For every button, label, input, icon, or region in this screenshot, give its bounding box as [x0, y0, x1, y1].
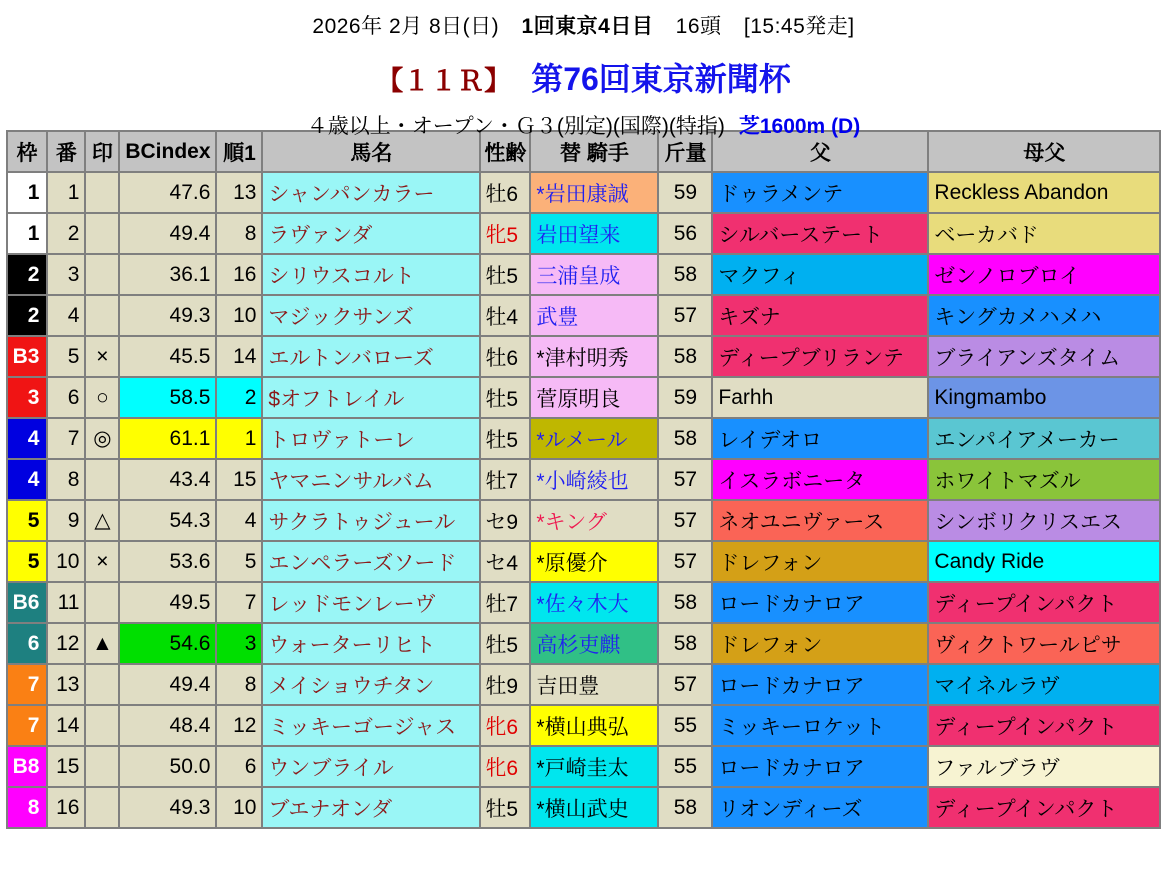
- cell-sexage: 牡5: [480, 787, 530, 828]
- cell-weight: 57: [658, 541, 712, 582]
- cell-num: 1: [47, 172, 85, 213]
- cell-weight: 58: [658, 418, 712, 459]
- cell-damsire: ディープインパクト: [928, 787, 1160, 828]
- cell-horse: シャンパンカラー: [262, 172, 480, 213]
- start-time: [15:45発走]: [743, 15, 855, 38]
- cell-bcindex: 54.6: [119, 623, 216, 664]
- cell-waku: 3: [7, 377, 48, 418]
- cell-sexage: 牡5: [480, 623, 530, 664]
- cell-mark: [85, 254, 119, 295]
- cell-weight: 56: [658, 213, 712, 254]
- cell-damsire: ディープインパクト: [928, 705, 1160, 746]
- cell-num: 7: [47, 418, 85, 459]
- race-name: 第76回東京新聞杯: [531, 61, 791, 97]
- cell-damsire: ディープインパクト: [928, 582, 1160, 623]
- race-number: 【１１Ｒ】: [376, 66, 512, 96]
- cell-bcindex: 54.3: [119, 500, 216, 541]
- cell-rank1: 13: [216, 172, 262, 213]
- cell-jockey: 吉田豊: [530, 664, 658, 705]
- cell-rank1: 3: [216, 623, 262, 664]
- entry-row-13: [7, 664, 1161, 705]
- cell-damsire: Reckless Abandon: [928, 172, 1160, 213]
- cell-rank1: 10: [216, 295, 262, 336]
- cell-jockey: 高杉吏麒: [530, 623, 658, 664]
- entry-row-9: [7, 500, 1161, 541]
- cell-rank1: 12: [216, 705, 262, 746]
- col-header-horse: 馬名: [262, 131, 480, 172]
- cell-bcindex: 58.5: [119, 377, 216, 418]
- cell-mark: [85, 787, 119, 828]
- cell-num: 13: [47, 664, 85, 705]
- cell-sire: ドレフォン: [712, 541, 928, 582]
- cell-damsire: エンパイアメーカー: [928, 418, 1160, 459]
- cell-weight: 57: [658, 295, 712, 336]
- col-header-sire: 父: [712, 131, 928, 172]
- cell-waku: 2: [7, 254, 48, 295]
- entry-row-4: [7, 295, 1161, 336]
- cell-jockey: *ルメール: [530, 418, 658, 459]
- race-date: 2026年 2月 8日(日): [312, 15, 500, 38]
- cell-sire: ロードカナロア: [712, 664, 928, 705]
- race-header: [0, 0, 1167, 138]
- cell-waku: 1: [7, 213, 48, 254]
- cell-mark: [85, 582, 119, 623]
- cell-num: 12: [47, 623, 85, 664]
- course-distance: 芝1600m (D): [738, 115, 861, 138]
- cell-waku: 7: [7, 705, 48, 746]
- race-title-line: [0, 54, 1167, 100]
- cell-mark: [85, 172, 119, 213]
- entry-row-12: [7, 623, 1161, 664]
- cell-mark: ◎: [85, 418, 119, 459]
- cell-weight: 59: [658, 172, 712, 213]
- table-header-row: [7, 131, 1161, 172]
- cell-rank1: 1: [216, 418, 262, 459]
- cell-jockey: 岩田望来: [530, 213, 658, 254]
- cell-bcindex: 36.1: [119, 254, 216, 295]
- cell-sexage: 牝6: [480, 705, 530, 746]
- cell-weight: 59: [658, 377, 712, 418]
- cell-num: 15: [47, 746, 85, 787]
- cell-waku: 5: [7, 500, 48, 541]
- entry-row-1: [7, 172, 1161, 213]
- cell-damsire: ゼンノロブロイ: [928, 254, 1160, 295]
- cell-jockey: *津村明秀: [530, 336, 658, 377]
- cell-sexage: セ4: [480, 541, 530, 582]
- cell-rank1: 7: [216, 582, 262, 623]
- cell-sire: マクフィ: [712, 254, 928, 295]
- head-count: 16頭: [675, 15, 722, 38]
- entries-table: [6, 130, 1162, 829]
- cell-rank1: 8: [216, 664, 262, 705]
- cell-horse: ウンブライル: [262, 746, 480, 787]
- cell-jockey: *佐々木大: [530, 582, 658, 623]
- cell-mark: [85, 459, 119, 500]
- cell-mark: [85, 295, 119, 336]
- cell-horse: ウォーターリヒト: [262, 623, 480, 664]
- cell-horse: サクラトゥジュール: [262, 500, 480, 541]
- entry-row-11: [7, 582, 1161, 623]
- cell-horse: メイショウチタン: [262, 664, 480, 705]
- cell-sire: レイデオロ: [712, 418, 928, 459]
- cell-sexage: 牡5: [480, 377, 530, 418]
- cell-sexage: 牡7: [480, 459, 530, 500]
- cell-num: 9: [47, 500, 85, 541]
- cell-jockey: *横山武史: [530, 787, 658, 828]
- cell-waku: 1: [7, 172, 48, 213]
- entry-row-10: [7, 541, 1161, 582]
- cell-damsire: マイネルラヴ: [928, 664, 1160, 705]
- cell-horse: ラヴァンダ: [262, 213, 480, 254]
- cell-sire: キズナ: [712, 295, 928, 336]
- col-header-bcindex: BCindex: [119, 131, 216, 172]
- cell-bcindex: 61.1: [119, 418, 216, 459]
- cell-sire: ネオユニヴァース: [712, 500, 928, 541]
- cell-mark: [85, 705, 119, 746]
- cell-damsire: キングカメハメハ: [928, 295, 1160, 336]
- cell-rank1: 16: [216, 254, 262, 295]
- cell-num: 6: [47, 377, 85, 418]
- cell-sire: ディープブリランテ: [712, 336, 928, 377]
- cell-waku: B6: [7, 582, 48, 623]
- cell-rank1: 4: [216, 500, 262, 541]
- cell-bcindex: 53.6: [119, 541, 216, 582]
- cell-waku: 7: [7, 664, 48, 705]
- cell-num: 4: [47, 295, 85, 336]
- cell-mark: ▲: [85, 623, 119, 664]
- cell-sire: シルバーステート: [712, 213, 928, 254]
- cell-sexage: 牝6: [480, 746, 530, 787]
- cell-waku: 8: [7, 787, 48, 828]
- cell-rank1: 5: [216, 541, 262, 582]
- entry-row-8: [7, 459, 1161, 500]
- entry-row-5: [7, 336, 1161, 377]
- cell-jockey: *小崎綾也: [530, 459, 658, 500]
- cell-damsire: ベーカバド: [928, 213, 1160, 254]
- cell-sexage: 牝5: [480, 213, 530, 254]
- cell-weight: 58: [658, 254, 712, 295]
- cell-waku: 6: [7, 623, 48, 664]
- cell-num: 2: [47, 213, 85, 254]
- entry-row-14: [7, 705, 1161, 746]
- col-header-mark: 印: [85, 131, 119, 172]
- cell-damsire: Kingmambo: [928, 377, 1160, 418]
- cell-horse: エルトンバローズ: [262, 336, 480, 377]
- cell-horse: シリウスコルト: [262, 254, 480, 295]
- entry-row-3: [7, 254, 1161, 295]
- col-header-rank1: 順1: [216, 131, 262, 172]
- cell-sire: ロードカナロア: [712, 582, 928, 623]
- cell-rank1: 8: [216, 213, 262, 254]
- cell-jockey: *横山典弘: [530, 705, 658, 746]
- cell-rank1: 6: [216, 746, 262, 787]
- cell-horse: レッドモンレーヴ: [262, 582, 480, 623]
- cell-rank1: 10: [216, 787, 262, 828]
- col-header-damsire: 母父: [928, 131, 1160, 172]
- cell-horse: エンペラーズソード: [262, 541, 480, 582]
- cell-horse: トロヴァトーレ: [262, 418, 480, 459]
- cell-bcindex: 45.5: [119, 336, 216, 377]
- cell-sire: ドレフォン: [712, 623, 928, 664]
- cell-bcindex: 49.4: [119, 213, 216, 254]
- cell-jockey: *戸崎圭太: [530, 746, 658, 787]
- cell-sexage: 牡7: [480, 582, 530, 623]
- cell-weight: 58: [658, 787, 712, 828]
- cell-sexage: 牡5: [480, 418, 530, 459]
- cell-mark: ○: [85, 377, 119, 418]
- cell-weight: 55: [658, 705, 712, 746]
- cell-sire: ドゥラメンテ: [712, 172, 928, 213]
- cell-sexage: 牡9: [480, 664, 530, 705]
- race-conditions: ４歳以上・オープン・Ｇ３(別定)(国際)(特指): [306, 115, 725, 138]
- cell-horse: ブエナオンダ: [262, 787, 480, 828]
- col-header-jockey: 替 騎手: [530, 131, 658, 172]
- cell-damsire: ヴィクトワールピサ: [928, 623, 1160, 664]
- cell-horse: マジックサンズ: [262, 295, 480, 336]
- cell-bcindex: 49.3: [119, 787, 216, 828]
- cell-waku: 4: [7, 418, 48, 459]
- cell-waku: 5: [7, 541, 48, 582]
- cell-damsire: Candy Ride: [928, 541, 1160, 582]
- cell-mark: [85, 664, 119, 705]
- cell-bcindex: 48.4: [119, 705, 216, 746]
- cell-horse: ミッキーゴージャス: [262, 705, 480, 746]
- cell-weight: 58: [658, 582, 712, 623]
- cell-waku: 2: [7, 295, 48, 336]
- cell-bcindex: 49.3: [119, 295, 216, 336]
- cell-weight: 58: [658, 336, 712, 377]
- cell-waku: 4: [7, 459, 48, 500]
- cell-bcindex: 50.0: [119, 746, 216, 787]
- cell-horse: ヤマニンサルバム: [262, 459, 480, 500]
- cell-num: 5: [47, 336, 85, 377]
- cell-rank1: 15: [216, 459, 262, 500]
- cell-sexage: セ9: [480, 500, 530, 541]
- cell-jockey: 三浦皇成: [530, 254, 658, 295]
- cell-num: 16: [47, 787, 85, 828]
- cell-jockey: *原優介: [530, 541, 658, 582]
- cell-bcindex: 43.4: [119, 459, 216, 500]
- cell-jockey: 武豊: [530, 295, 658, 336]
- cell-sire: Farhh: [712, 377, 928, 418]
- cell-bcindex: 49.5: [119, 582, 216, 623]
- cell-bcindex: 49.4: [119, 664, 216, 705]
- cell-jockey: *キング: [530, 500, 658, 541]
- cell-sire: リオンディーズ: [712, 787, 928, 828]
- col-header-weight: 斤量: [658, 131, 712, 172]
- cell-weight: 55: [658, 746, 712, 787]
- entry-row-7: [7, 418, 1161, 459]
- cell-jockey: 菅原明良: [530, 377, 658, 418]
- cell-num: 11: [47, 582, 85, 623]
- cell-num: 8: [47, 459, 85, 500]
- entry-row-2: [7, 213, 1161, 254]
- cell-sexage: 牡6: [480, 336, 530, 377]
- cell-mark: [85, 213, 119, 254]
- cell-sire: ミッキーロケット: [712, 705, 928, 746]
- cell-bcindex: 47.6: [119, 172, 216, 213]
- cell-weight: 58: [658, 623, 712, 664]
- col-header-sexage: 性齢: [480, 131, 530, 172]
- cell-jockey: *岩田康誠: [530, 172, 658, 213]
- entry-row-6: [7, 377, 1161, 418]
- cell-weight: 57: [658, 664, 712, 705]
- cell-waku: B8: [7, 746, 48, 787]
- entry-row-16: [7, 787, 1161, 828]
- cell-sexage: 牡4: [480, 295, 530, 336]
- cell-weight: 57: [658, 459, 712, 500]
- cell-mark: ×: [85, 541, 119, 582]
- cell-sire: ロードカナロア: [712, 746, 928, 787]
- cell-damsire: ファルブラヴ: [928, 746, 1160, 787]
- meeting-day: 1回東京4日目: [521, 15, 654, 38]
- cell-num: 3: [47, 254, 85, 295]
- cell-sexage: 牡5: [480, 254, 530, 295]
- cell-mark: [85, 746, 119, 787]
- race-meta-line: [0, 10, 1167, 40]
- cell-sexage: 牡6: [480, 172, 530, 213]
- cell-damsire: ホワイトマズル: [928, 459, 1160, 500]
- cell-damsire: ブライアンズタイム: [928, 336, 1160, 377]
- col-header-waku: 枠: [7, 131, 48, 172]
- cell-rank1: 2: [216, 377, 262, 418]
- cell-horse: $オフトレイル: [262, 377, 480, 418]
- cell-rank1: 14: [216, 336, 262, 377]
- cell-weight: 57: [658, 500, 712, 541]
- cell-num: 14: [47, 705, 85, 746]
- entry-row-15: [7, 746, 1161, 787]
- cell-num: 10: [47, 541, 85, 582]
- cell-damsire: シンボリクリスエス: [928, 500, 1160, 541]
- cell-mark: △: [85, 500, 119, 541]
- cell-waku: B3: [7, 336, 48, 377]
- col-header-num: 番: [47, 131, 85, 172]
- cell-mark: ×: [85, 336, 119, 377]
- cell-sire: イスラボニータ: [712, 459, 928, 500]
